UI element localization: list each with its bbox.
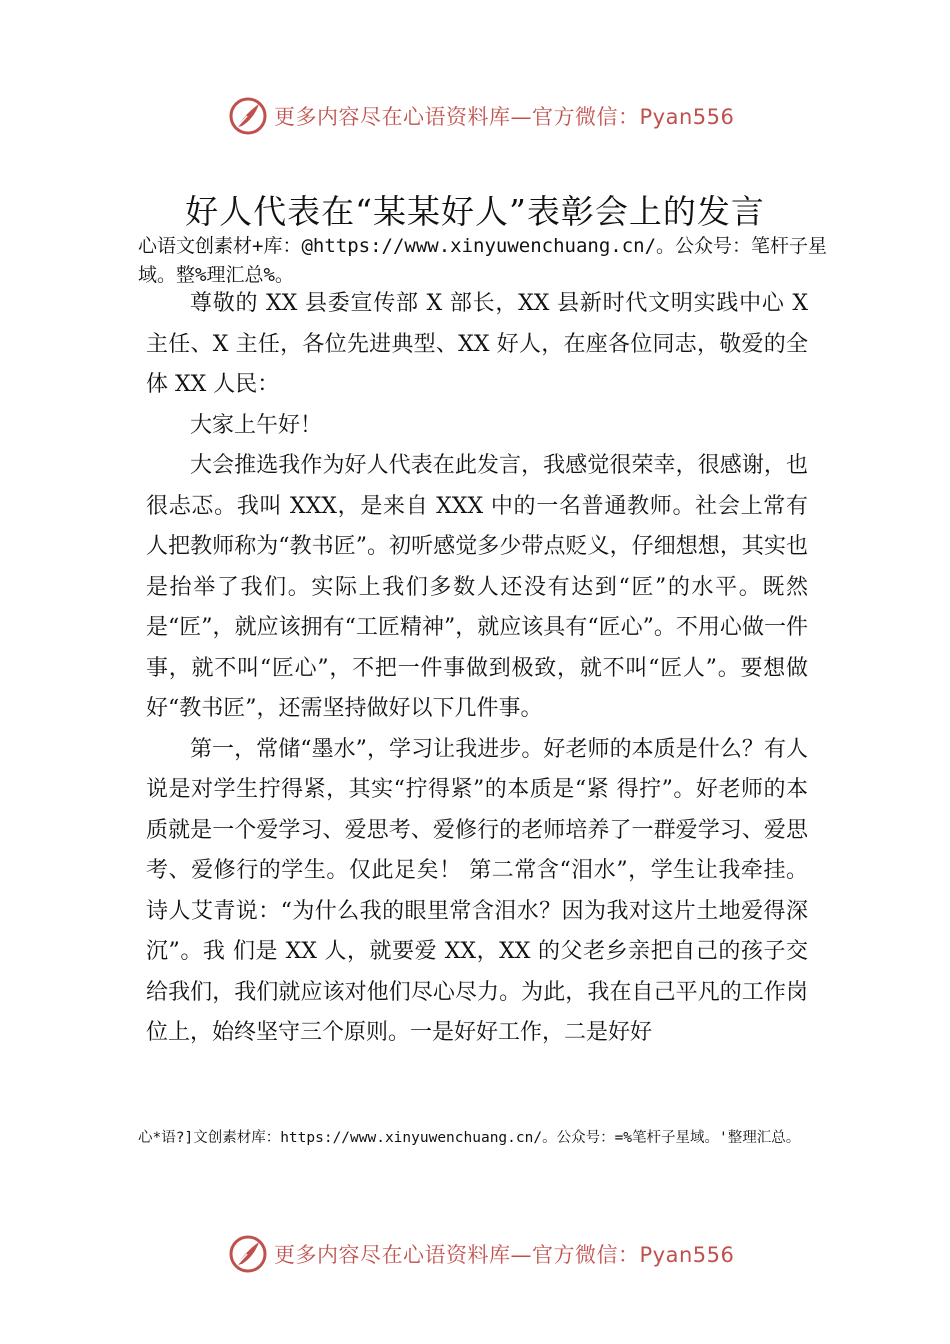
page-title: 好人代表在“某某好人”表彰会上的发言 <box>185 192 765 231</box>
source-line: 心语文创素材+库：@https://www.xinyuwenchuang.cn/。公众号：笔杆子星域。整%理汇总%。 <box>138 235 828 286</box>
paragraph-salutation: 尊敬的 XX 县委宣传部 X 部长，XX 县新时代文明实践中心 X 主任、X 主任，各位先进典型、XX 好人，在座各位同志，敬爱的全体 XX 人民： <box>146 291 808 397</box>
footer-note: 心*语?]文创素材库：https://www.xinyuwenchuang.cn/。公众号：=%笔杆子星域。'整理汇总。 <box>138 1130 801 1146</box>
paragraph-introduction: 大会推选我作为好人代表在此发言，我感觉很荣幸，很感谢，也很忐忑。我叫 XXX，是来自 XXX 中的一名普通教师。社会上常有人把教师称为“教书匠”。初听感觉多少带点贬义，仔细想想，其实也是抬举了我们。实际上我们多数人还没有达到“匠”的水平。既然是“匠”，就应该拥有“工匠精神”，就应该具有“匠心”。不用心做一件事，就不叫“匠心”，不把一件事做到极致，就不叫“匠人”。要想做好“教书匠”，还需坚持做好以下几件事。 <box>146 453 808 721</box>
banner-text: 更多内容尽在心语资料库—官方微信：Pyan556 <box>274 105 735 129</box>
paragraph-greeting: 大家上午好！ <box>190 412 323 438</box>
header-banner <box>228 94 734 138</box>
quill-pen-icon <box>228 1234 268 1274</box>
body-text <box>146 284 808 1054</box>
paragraph-first-point: 第一，常储“墨水”，学习让我进步。好老师的本质是什么？有人说是对学生拧得紧，其实“拧得紧”的本质是“紧 得拧”。好老师的本质就是一个爱学习、爱思考、爱修行的老师培养了一群爱学习、爱思考、爱修行的学生。仅此足矣！ 第二常含“泪水”，学生让我牵挂。诗人艾青说：“为什么我的眼里常含泪水？因为我对这片土地爱得深沉”。我 们是 XX 人，就要爱 XX，XX 的父老乡亲把自己的孩子交给我们，我们就应该对他们尽心尽力。为此，我在自己平凡的工作岗位上，始终坚守三个原则。一是好好工作，二是好好 <box>146 736 808 1045</box>
banner-text: 更多内容尽在心语资料库—官方微信：Pyan556 <box>274 1243 735 1267</box>
footer-banner <box>228 1232 734 1276</box>
quill-pen-icon <box>228 96 268 136</box>
